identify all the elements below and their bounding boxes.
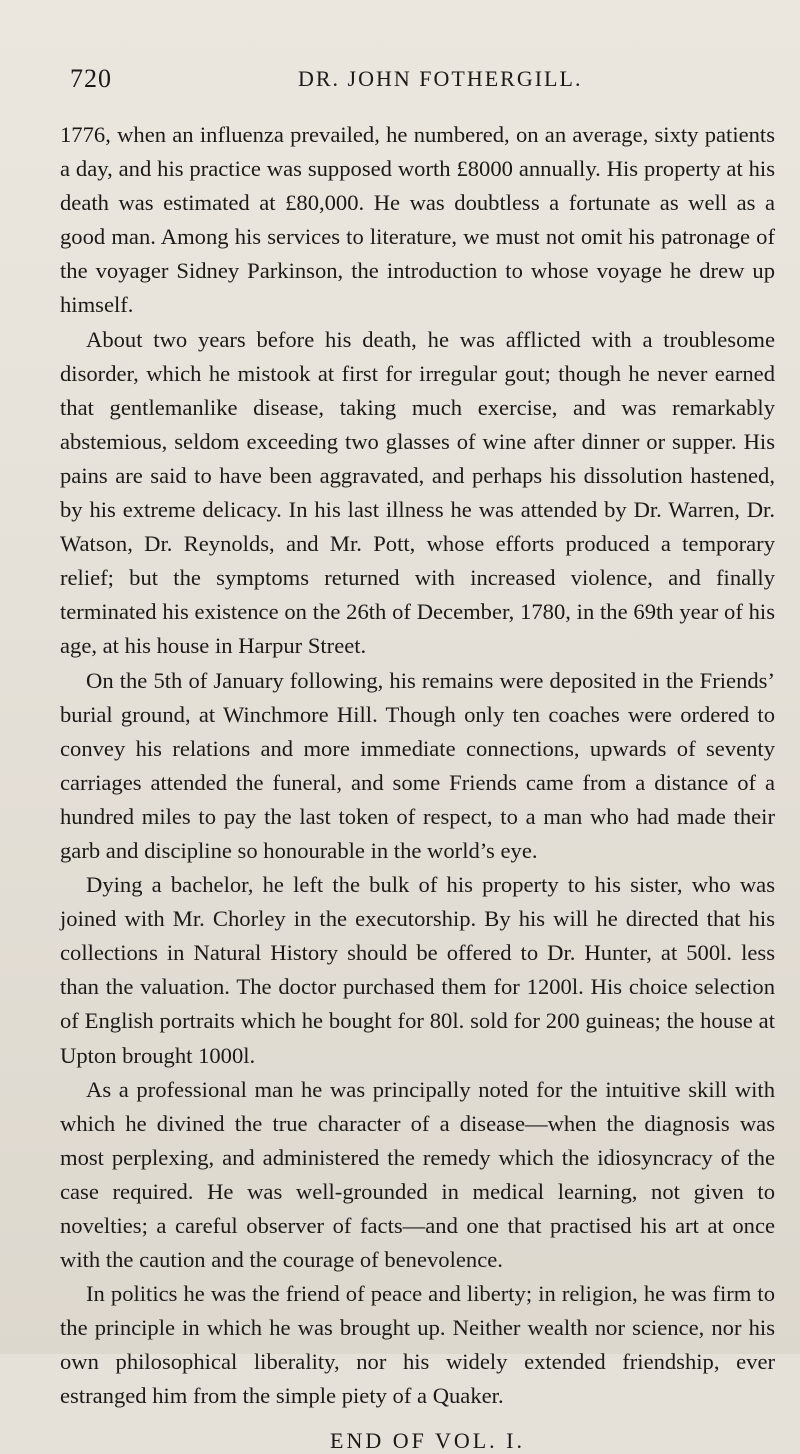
- paragraph-continuation: 1776, when an influenza prevailed, he numbered, on an average, sixty patients a day, and his practice was supposed worth £8000 annually. His property at his death was estimated at £80,000. He was doubtless a fortunate as well as a good man. Among his services to literature, we must not omit his patronage of the voyager Sidney Parkinson, the introduction to whose voyage he drew up himself.: [60, 122, 775, 318]
- running-head: DR. JOHN FOTHERGILL.: [298, 66, 583, 91]
- paragraph-illness: About two years before his death, he was afflicted with a troublesome disorder, which he mistook at first for irregular gout; though he never earned that gentlemanlike disease, taking much exercise, and was remarkably abstemious, seldom exceeding two glasses of wine after dinner or supper. His pains are said to have been aggravated, and perhaps his dissolution hastened, by his extreme delicacy. In his last illness he was attended by Dr. Warren, Dr. Watson, Dr. Reynolds, and Mr. Pott, whose efforts produced a temporary relief; but the symptoms returned with increased violence, and finally terminated his existence on the 26th of December, 1780, in the 69th year of his age, at his house in Harpur Street.: [60, 326, 775, 659]
- paragraph-estate: Dying a bachelor, he left the bulk of his property to his sister, who was joined with Mr. Chorley in the executorship. By his will he directed that his collections in Natural History should be offered to Dr. Hunter, at 500l. less than the valuation. The doctor purchased them for 1200l. His choice selection of English portraits which he bought for 80l. sold for 200 guineas; the house at Upton brought 1000l.: [60, 872, 775, 1068]
- body-text: [60, 118, 775, 1414]
- page-number: 720: [70, 64, 112, 93]
- paragraph-professional: As a professional man he was principally noted for the intuitive skill with which he divined the true character of a disease—when the diagnosis was most perplexing, and administered the remedy which the idiosyncracy of the case required. He was well-grounded in medical learning, not given to novelties; a careful observer of facts—and one that practised his art at once with the caution and the courage of benevolence.: [60, 1076, 775, 1273]
- end-of-volume-mark: END OF VOL. I.: [330, 1428, 525, 1453]
- paragraph-politics-religion: In politics he was the friend of peace and liberty; in religion, he was firm to the principle in which he was brought up. Neither wealth nor science, nor his own philosophical liberality, nor his widely extended friendship, ever estranged him from the simple piety of a Quaker.: [60, 1281, 775, 1409]
- paragraph-funeral: On the 5th of January following, his remains were deposited in the Friends’ burial ground, at Winchmore Hill. Though only ten coaches were ordered to convey his relations and more immediate connections, upwards of seventy carriages attended the funeral, and some Friends came from a distance of a hundred miles to pay the last token of respect, to a man who had made their garb and discipline so honourable in the world’s eye.: [60, 667, 775, 863]
- page-header: [70, 58, 770, 98]
